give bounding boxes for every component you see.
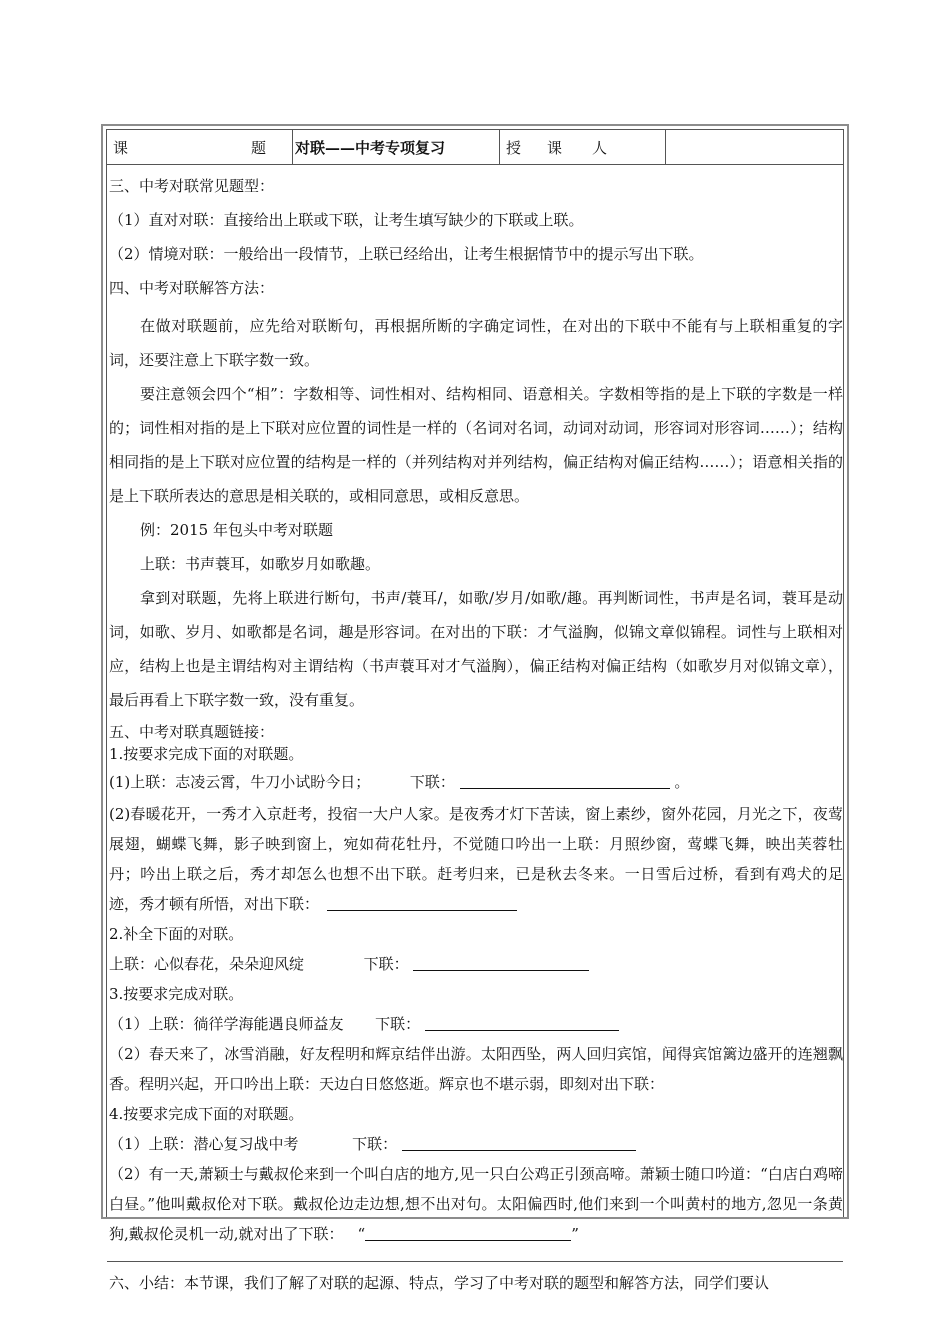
q4-title: 4.按要求完成下面的对联题。 — [109, 1105, 304, 1123]
q2-lower-label: 下联： — [363, 955, 409, 973]
header-teacher-name-cell — [666, 130, 843, 164]
q2-title: 2.补全下面的对联。 — [109, 925, 244, 943]
q1-1-line — [107, 765, 843, 799]
section4-para3: 拿到对联题，先将上联进行断句，书声/蓑耳/，如歌/岁月/如歌/趣。再判断词性，书声是名词，蓑耳是动词，如歌、岁月、如歌都是名词，趣是形容词。在对出的下联：才气溢胸，似锦文章似锦程。词性与上联相对应，结构上也是主谓结构对主谓结构（书声蓑耳对才气溢胸），偏正结构对偏正结构（如歌岁月对似锦文章），最后再看上下联字数一致，没有重复。 — [109, 589, 843, 709]
q1-1-lower-label: 下联： — [409, 773, 455, 791]
section4-para1: 在做对联题前，应先给对联断句，再根据所断的字确定词性，在对出的下联中不能有与上联相重复的字词，还要注意上下联字数一致。 — [109, 317, 843, 369]
q4-1-upper: （1）上联：潜心复习战中考 — [109, 1135, 299, 1153]
example-upper: 上联：书声蓑耳，如歌岁月如歌趣。 — [140, 555, 381, 573]
header-topic-cell — [293, 130, 500, 164]
teacher-label-2: 课 — [547, 138, 563, 157]
q4-2-close-quote: ” — [571, 1225, 579, 1243]
q2-upper: 上联：心似春花，朵朵迎风绽 — [109, 955, 305, 973]
q1-2-answer-blank[interactable] — [327, 894, 517, 911]
q4-1-line — [107, 1129, 843, 1159]
q2-line — [107, 949, 843, 979]
q4-1-lower-label: 下联： — [352, 1135, 398, 1153]
q4-2-answer-blank[interactable] — [365, 1224, 571, 1241]
teacher-label-3: 人 — [592, 138, 608, 157]
lesson-topic: 对联——中考专项复习 — [295, 138, 446, 157]
header-label-ti: 题 — [250, 138, 266, 157]
example-title: 例：2015 年包头中考对联题 — [140, 521, 333, 539]
q4-1-answer-blank[interactable] — [402, 1134, 636, 1151]
q1-1-answer-blank[interactable] — [460, 772, 670, 789]
q3-1-lower-label: 下联： — [375, 1015, 421, 1033]
q3-title: 3.按要求完成对联。 — [109, 985, 244, 1003]
q4-2-open-quote: “ — [357, 1225, 366, 1243]
section3-item2: （2）情境对联：一般给出一段情节，上联已经给出，让考生根据情节中的提示写出下联。 — [109, 245, 704, 263]
q1-1-upper: (1)上联：志凌云霄，牛刀小试盼今日； — [109, 773, 371, 791]
q4-2-text — [107, 1159, 843, 1249]
lesson-plan-table — [106, 129, 844, 1292]
section4-para2: 要注意领会四个“相”：字数相等、词性相对、结构相同、语意相关。字数相等指的是上下联的字数是一样的；词性相对指的是上下联对应位置的词性是一样的（名词对名词，动词对动词，形容词对形容词……）；结构相同指的是上下联对应位置的结构是一样的（并列结构对并列结构，偏正结构对偏正结构……）；语意相关指的是上下联所表达的意思是相关联的，或相同意思，或相反意思。 — [109, 385, 843, 505]
q2-answer-blank[interactable] — [413, 954, 589, 971]
teacher-label-1: 授 — [506, 138, 522, 157]
header-teacher-label-cell — [500, 130, 666, 164]
q1-title: 1.按要求完成下面的对联题。 — [109, 745, 304, 763]
q3-1-line — [107, 1009, 843, 1039]
q1-2-body: (2)春暖花开，一秀才入京赶考，投宿一大户人家。是夜秀才灯下苦读，窗上素纱，窗外花园，月光之下，夜莺展翅，蝴蝶飞舞，影子映到窗上，宛如荷花牡丹，不觉随口吟出一上联：月照纱窗，莺蝶飞舞，映出芙蓉牡丹；吟出上联之后，秀才却怎么也想不出下联。赶考归来，已是秋去冬来。一日雪后过桥，看到有鸡犬的足迹，秀才顿有所悟，对出下联： — [109, 805, 843, 913]
header-subject-label-cell — [107, 130, 293, 164]
section3-item1: （1）直对对联：直接给出上联或下联，让考生填写缺少的下联或上联。 — [109, 211, 584, 229]
lesson-content — [107, 165, 843, 1298]
section4-title: 四、中考对联解答方法： — [109, 279, 275, 297]
header-label-ke: 课 — [113, 138, 129, 157]
section5-title: 五、中考对联真题链接： — [109, 723, 275, 741]
section3-title: 三、中考对联常见题型： — [109, 177, 275, 195]
q4-2-body: （2）有一天,萧颖士与戴叔伦来到一个叫白店的地方,见一只白公鸡正引颈高啼。萧颖士随口吟道：“白店白鸡啼白昼。”他叫戴叔伦对下联。戴叔伦边走边想,想不出对句。太阳偏西时,他们来到一个叫黄村的地方,忽见一条黄狗,戴叔伦灵机一动,就对出了下联： — [109, 1165, 843, 1243]
q3-1-answer-blank[interactable] — [425, 1014, 619, 1031]
q1-2-text — [107, 799, 843, 919]
table-header-row — [107, 130, 843, 165]
q3-1-upper: （1）上联：徜徉学海能遇良师益友 — [109, 1015, 344, 1033]
section6-summary: 六、小结：本节课，我们了解了对联的起源、特点，学习了中考对联的题型和解答方法，同学们要认 — [107, 1261, 843, 1298]
lesson-plan-frame — [101, 124, 849, 1292]
q1-1-end: 。 — [674, 773, 690, 791]
q3-2-text: （2）春天来了，冰雪消融，好友程明和辉京结伴出游。太阳西坠，两人回归宾馆，闻得宾馆篱边盛开的连翘飘香。程明兴起，开口吟出上联：天边白日悠悠逝。辉京也不堪示弱，即刻对出下联： — [109, 1045, 843, 1093]
